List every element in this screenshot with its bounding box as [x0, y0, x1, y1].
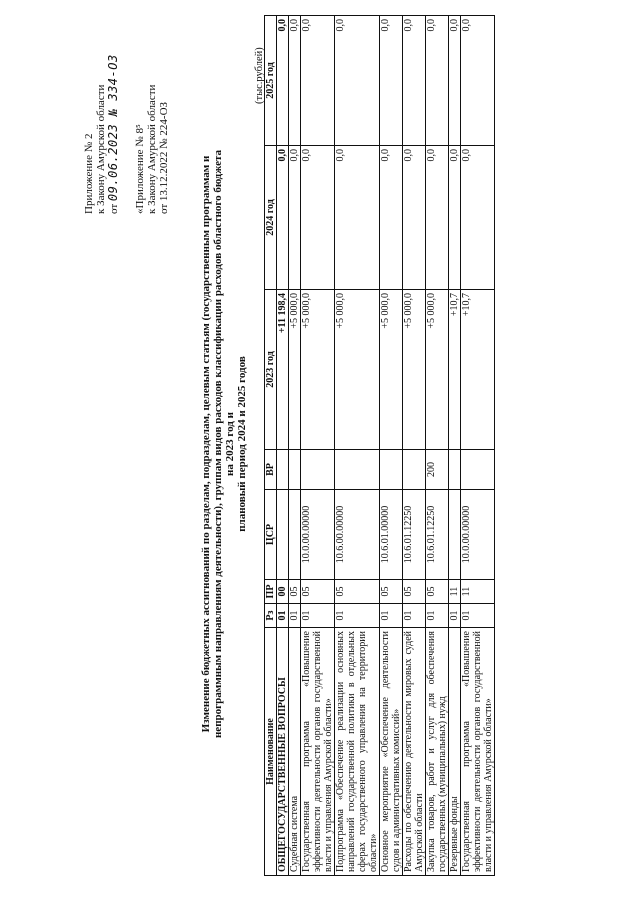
col-header-vr: ВР [265, 450, 277, 490]
cell-csr [289, 490, 301, 580]
budget-table [264, 15, 495, 876]
cell-2024: 0,0 [403, 146, 426, 290]
cell-2023: +10,7 [449, 290, 461, 450]
cell-rz: 01 [403, 604, 426, 628]
cell-2023: +5 000,0 [403, 290, 426, 450]
table-row [449, 16, 461, 876]
cell-2025: 0,0 [403, 16, 426, 146]
col-header-csr: ЦСР [265, 490, 277, 580]
annex-date [107, 14, 120, 214]
cell-2024: 0,0 [449, 146, 461, 290]
cell-rz: 01 [380, 604, 403, 628]
cell-rz: 01 [277, 604, 289, 628]
cell-2024: 0,0 [426, 146, 449, 290]
cell-csr: 10.0.00.00000 [461, 490, 495, 580]
document-title [200, 144, 248, 744]
annex-date-prefix: от [108, 203, 120, 214]
cell-csr: 10.6.01.12250 [403, 490, 426, 580]
cell-csr [277, 490, 289, 580]
cell-rz: 01 [426, 604, 449, 628]
cell-rz: 01 [461, 604, 495, 628]
cell-2024: 0,0 [277, 146, 289, 290]
cell-vr: 200 [426, 450, 449, 490]
title-line-2: непрограммным направлениям деятельности), группам видов расходов классификации расходов областного бюджета на 2023 год и [212, 149, 236, 739]
cell-name: Резервные фонды [449, 628, 461, 876]
cell-2023: +5 000,0 [301, 290, 335, 450]
cell-csr: 10.6.01.12250 [426, 490, 449, 580]
handwritten-date-number: 09.06.2023 № 334-ОЗ [106, 54, 120, 202]
cell-name: Основное мероприятие «Обеспечение деятельности судов и административных комиссий» [380, 628, 403, 876]
cell-pr: 05 [335, 580, 380, 604]
cell-vr [289, 450, 301, 490]
cell-pr: 05 [289, 580, 301, 604]
col-header-2025: 2025 год [265, 16, 277, 146]
cell-rz: 01 [449, 604, 461, 628]
col-header-name: Наименование [265, 628, 277, 876]
col-header-pr: ПР [265, 580, 277, 604]
table-row [461, 16, 495, 876]
cell-2024: 0,0 [301, 146, 335, 290]
annex-prev-law: к Закону Амурской области [146, 84, 158, 214]
cell-name: Расходы по обеспечению деятельности мировых судей Амурской области [403, 628, 426, 876]
cell-vr [335, 450, 380, 490]
col-header-2024: 2024 год [265, 146, 277, 290]
cell-csr: 10.6.00.00000 [335, 490, 380, 580]
cell-name: ОБЩЕГОСУДАРСТВЕННЫЕ ВОПРОСЫ [277, 628, 289, 876]
cell-vr [403, 450, 426, 490]
cell-2023: +5 000,0 [289, 290, 301, 450]
cell-2023: +10,7 [461, 290, 495, 450]
title-line-1: Изменение бюджетных ассигнований по разделам, подразделам, целевым статьям (государственным программам и [200, 155, 212, 733]
cell-2025: 0,0 [461, 16, 495, 146]
annex-header [83, 14, 170, 214]
cell-pr: 05 [403, 580, 426, 604]
cell-pr: 11 [461, 580, 495, 604]
cell-pr: 05 [301, 580, 335, 604]
cell-2025: 0,0 [301, 16, 335, 146]
annex-number: Приложение № 2 [83, 133, 95, 214]
cell-vr [277, 450, 289, 490]
cell-pr: 11 [449, 580, 461, 604]
col-header-2023: 2023 год [265, 290, 277, 450]
cell-2025: 0,0 [449, 16, 461, 146]
cell-rz: 01 [301, 604, 335, 628]
cell-2024: 0,0 [289, 146, 301, 290]
units-label: (тыс.рублей) [254, 47, 265, 104]
table-header-row [265, 16, 277, 876]
cell-csr: 10.6.01.00000 [380, 490, 403, 580]
cell-rz: 01 [289, 604, 301, 628]
cell-csr: 10.0.00.00000 [301, 490, 335, 580]
cell-2025: 0,0 [289, 16, 301, 146]
cell-2025: 0,0 [380, 16, 403, 146]
table-row [289, 16, 301, 876]
title-line-3: плановый период 2024 и 2025 годов [236, 356, 248, 532]
cell-2025: 0,0 [426, 16, 449, 146]
cell-2023: +5 000,0 [335, 290, 380, 450]
table-row [335, 16, 380, 876]
cell-name: Подпрограмма «Обеспечение реализации основных направлений государственной политики в отдельных сферах государственного управления на территории области» [335, 628, 380, 876]
cell-2024: 0,0 [380, 146, 403, 290]
cell-rz: 01 [335, 604, 380, 628]
annex-law: к Закону Амурской области [95, 84, 107, 214]
cell-name: Государственная программа «Повышение эффективности деятельности органов государственной власти и управления Амурской области» [461, 628, 495, 876]
cell-2024: 0,0 [335, 146, 380, 290]
cell-pr: 05 [380, 580, 403, 604]
table-row [403, 16, 426, 876]
cell-vr [380, 450, 403, 490]
cell-name: Судебная система [289, 628, 301, 876]
col-header-rz: Рз [265, 604, 277, 628]
cell-name: Закупка товаров, работ и услуг для обеспечения государственных (муниципальных) нужд [426, 628, 449, 876]
budget-table-container [264, 16, 495, 876]
cell-vr [301, 450, 335, 490]
cell-2024: 0,0 [461, 146, 495, 290]
cell-pr: 05 [426, 580, 449, 604]
cell-pr: 00 [277, 580, 289, 604]
table-row [426, 16, 449, 876]
table-row [301, 16, 335, 876]
table-row [380, 16, 403, 876]
cell-2023: +5 000,0 [380, 290, 403, 450]
cell-csr [449, 490, 461, 580]
cell-2023: +11 198,4 [277, 290, 289, 450]
cell-2023: +5 000,0 [426, 290, 449, 450]
cell-2025: 0,0 [335, 16, 380, 146]
cell-vr [449, 450, 461, 490]
cell-name: Государственная программа «Повышение эффективности деятельности органов государственной власти и управления Амурской области» [301, 628, 335, 876]
annex-prev-number: «Приложение № 8⁵ [134, 124, 146, 214]
annex-prev-date: от 13.12.2022 № 224-ОЗ [158, 101, 170, 214]
table-row [277, 16, 289, 876]
cell-vr [461, 450, 495, 490]
cell-2025: 0,0 [277, 16, 289, 146]
